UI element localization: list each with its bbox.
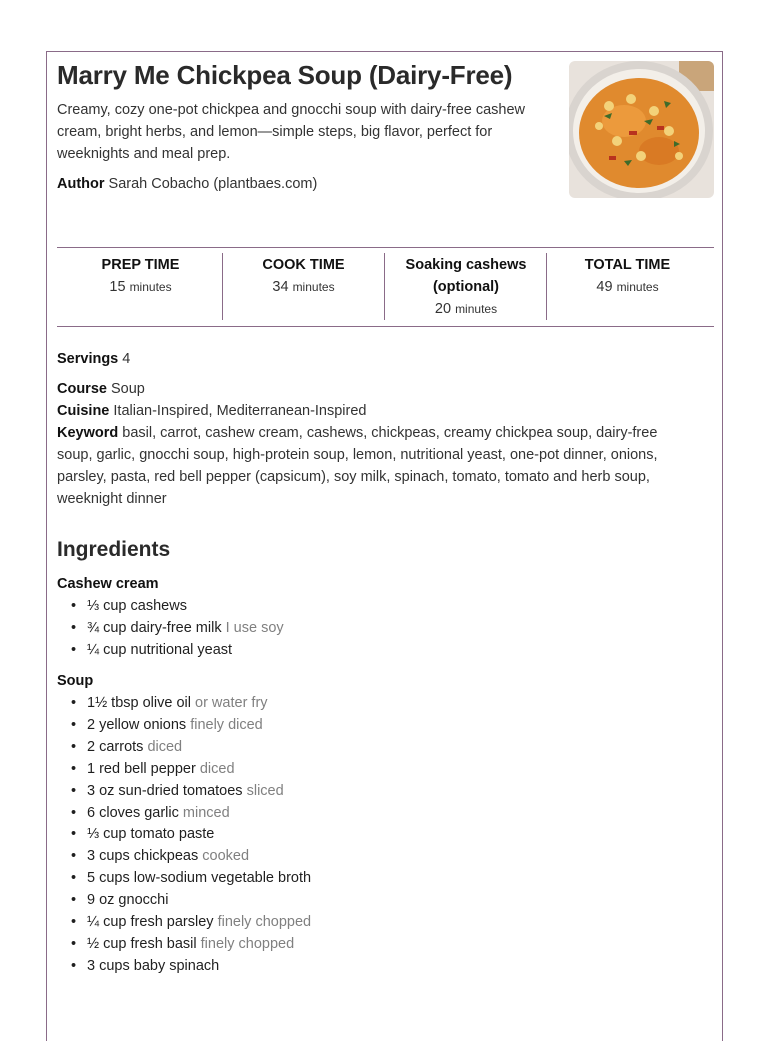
- ingredient-note: diced: [147, 738, 183, 755]
- ingredient-group-title: Soup: [57, 673, 94, 689]
- ingredient-item: • 3 oz sun-dried tomatoes sliced: [71, 782, 284, 799]
- time-divider: [384, 253, 385, 320]
- ingredient-group-title: Cashew cream: [57, 576, 159, 592]
- ingredient-text: 9 oz gnocchi: [87, 892, 169, 909]
- keywords: [57, 422, 687, 510]
- total-time: [547, 254, 708, 298]
- soaking-time-unit: minutes: [455, 302, 498, 316]
- ingredient-item: • 2 carrots diced: [71, 738, 183, 755]
- ingredient-note: sliced: [246, 782, 284, 799]
- servings: [57, 348, 130, 370]
- prep-time: [60, 254, 221, 298]
- ingredient-text: 2 yellow onions: [87, 716, 187, 733]
- ingredient-text: ⅓ cup tomato paste: [87, 826, 215, 843]
- ingredient-note: I use soy: [225, 619, 284, 636]
- ingredient-text: 1 red bell pepper: [87, 760, 196, 777]
- keyword-value: basil, carrot, cashew cream, cashews, chickpeas, creamy chickpea soup, dairy-free soup, garlic, gnocchi soup, high-protein soup, lemon, nutritional yeast, one-pot dinner, onions, parsley, pasta, red bell pepper (capsicum), soy milk, spinach, tomato, tomato and herb soup, weeknight dinner: [57, 425, 658, 507]
- recipe-photo: [569, 61, 714, 198]
- keyword-label: Keyword: [57, 425, 119, 441]
- ingredient-item: • 5 cups low-sodium vegetable broth: [71, 870, 312, 887]
- ingredient-list: [57, 693, 657, 978]
- recipe-title: Marry Me Chickpea Soup (Dairy-Free): [57, 60, 513, 90]
- ingredient-note: finely chopped: [217, 914, 312, 931]
- ingredient-text: ⅓ cup cashews: [87, 598, 187, 614]
- ingredient-list: [57, 596, 657, 662]
- total-time-unit: minutes: [616, 280, 659, 294]
- cuisine-label: Cuisine: [57, 403, 110, 419]
- prep-time-value: 15: [109, 279, 126, 295]
- ingredient-text: 5 cups low-sodium vegetable broth: [87, 870, 312, 887]
- ingredient-item: • 1½ tbsp olive oil or water fry: [71, 695, 268, 711]
- ingredient-item: • ¼ cup fresh parsley finely chopped: [71, 914, 312, 931]
- ingredient-note: finely diced: [190, 716, 263, 733]
- ingredient-item: • 3 cups chickpeas cooked: [71, 848, 250, 865]
- soaking-time-label: Soaking cashews (optional): [405, 257, 527, 295]
- ingredient-text: 6 cloves garlic: [87, 804, 179, 821]
- ingredient-text: 2 carrots: [87, 738, 144, 755]
- ingredient-item: • 9 oz gnocchi: [71, 892, 169, 909]
- ingredient-text: 1½ tbsp olive oil: [87, 695, 191, 711]
- ingredient-note: finely chopped: [200, 935, 295, 952]
- ingredient-item: • ⅓ cup tomato paste: [71, 826, 215, 843]
- ingredient-text: 3 oz sun-dried tomatoes: [87, 782, 243, 799]
- recipe-description: Creamy, cozy one-pot chickpea and gnocchi soup with dairy-free cashew cream, bright herbs, and lemon—simple steps, big flavor, perfect for weeknights and meal prep.: [57, 102, 525, 162]
- ingredient-text: 3 cups chickpeas: [87, 848, 199, 865]
- soup-photo-image: [569, 61, 714, 198]
- ingredient-item: • ¾ cup dairy-free milk I use soy: [71, 619, 284, 636]
- ingredient-item: • 1 red bell pepper diced: [71, 760, 235, 777]
- ingredient-item: • ⅓ cup cashews: [71, 598, 187, 614]
- recipe-author: [57, 176, 317, 192]
- ingredient-note: minced: [182, 804, 230, 821]
- ingredient-item: • 6 cloves garlic minced: [71, 804, 230, 821]
- course: [57, 378, 145, 400]
- soaking-time: [386, 254, 546, 320]
- ingredient-item: • 2 yellow onions finely diced: [71, 716, 263, 733]
- ingredient-item: • ¼ cup nutritional yeast: [71, 641, 233, 658]
- cook-time-value: 34: [272, 279, 289, 295]
- cook-time-unit: minutes: [292, 280, 335, 294]
- course-value: Soup: [111, 381, 145, 397]
- cuisine: [57, 400, 366, 422]
- servings-value: 4: [122, 351, 131, 367]
- time-summary: [57, 247, 714, 327]
- total-time-label: TOTAL TIME: [584, 257, 671, 273]
- ingredients-heading: Ingredients: [57, 538, 171, 561]
- cuisine-value: Italian-Inspired, Mediterranean-Inspired: [113, 403, 367, 419]
- ingredient-text: ½ cup fresh basil: [87, 935, 197, 952]
- cook-time-label: COOK TIME: [262, 257, 345, 273]
- ingredient-text: ¼ cup fresh parsley: [87, 914, 214, 931]
- ingredient-item: • 3 cups baby spinach: [71, 957, 220, 974]
- prep-time-unit: minutes: [129, 280, 172, 294]
- ingredient-note: or water fry: [195, 695, 268, 711]
- prep-time-label: PREP TIME: [101, 257, 180, 273]
- total-time-value: 49: [596, 279, 613, 295]
- ingredient-note: diced: [199, 760, 235, 777]
- ingredient-note: cooked: [202, 848, 250, 865]
- course-label: Course: [57, 381, 107, 397]
- ingredient-text: ¾ cup dairy-free milk: [87, 619, 222, 636]
- ingredient-text: ¼ cup nutritional yeast: [87, 641, 233, 658]
- soaking-time-value: 20: [434, 301, 452, 317]
- cook-time: [223, 254, 384, 298]
- ingredient-text: 3 cups baby spinach: [87, 957, 220, 974]
- ingredient-item: • ½ cup fresh basil finely chopped: [71, 935, 295, 952]
- author-label: Author: [57, 176, 105, 192]
- author-name: Sarah Cobacho (plantbaes.com): [108, 176, 318, 192]
- servings-label: Servings: [57, 351, 119, 367]
